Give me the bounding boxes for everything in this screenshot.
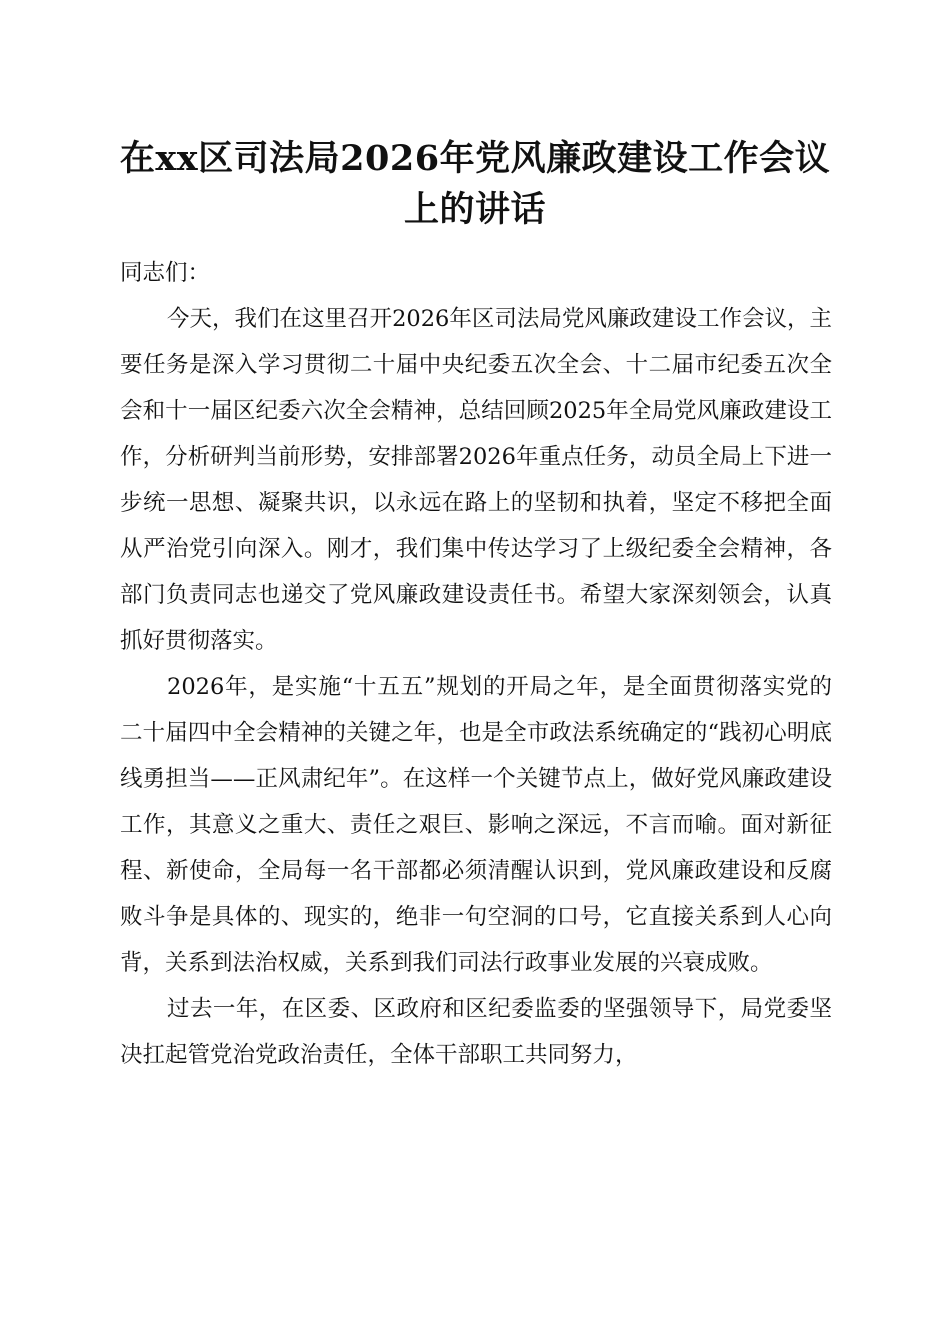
paragraph-3: 过去一年，在区委、区政府和区纪委监委的坚强领导下，局党委坚决扛起管党治党政治责任，全体干部职工共同努力，	[120, 996, 832, 1068]
title-line-2: 上的讲话	[403, 189, 546, 230]
paragraph-1: 今天，我们在这里召开2026年区司法局党风廉政建设工作会议，主要任务是深入学习贯彻二十届中央纪委五次全会、十二届市纪委五次全会和十一届区纪委六次全会精神，总结回顾2025年全局党风廉政建设工作，分析研判当前形势，安排部署2026年重点任务，动员全局上下进一步统一思想、凝聚共识，以永远在路上的坚韧和执着，坚定不移把全面从严治党引向深入。刚才，我们集中传达学习了上级纪委全会精神，各部门负责同志也递交了党风廉政建设责任书。希望大家深刻领会，认真抓好贯彻落实。	[120, 306, 832, 654]
title-line-1: 在xx区司法局2026年党风廉政建设工作会议	[119, 138, 831, 179]
document-body	[120, 250, 832, 1078]
paragraph-2: 2026年，是实施“十五五”规划的开局之年，是全面贯彻落实党的二十届四中全会精神的关键之年，也是全市政法系统确定的“践初心明底线勇担当——正风肃纪年”。在这样一个关键节点上，做好党风廉政建设工作，其意义之重大、责任之艰巨、影响之深远，不言而喻。面对新征程、新使命，全局每一名干部都必须清醒认识到，党风廉政建设和反腐败斗争是具体的、现实的，绝非一句空洞的口号，它直接关系到人心向背，关系到法治权威，关系到我们司法行政事业发展的兴衰成败。	[120, 674, 832, 976]
salutation: 同志们：	[120, 260, 211, 286]
document-title	[110, 133, 840, 235]
